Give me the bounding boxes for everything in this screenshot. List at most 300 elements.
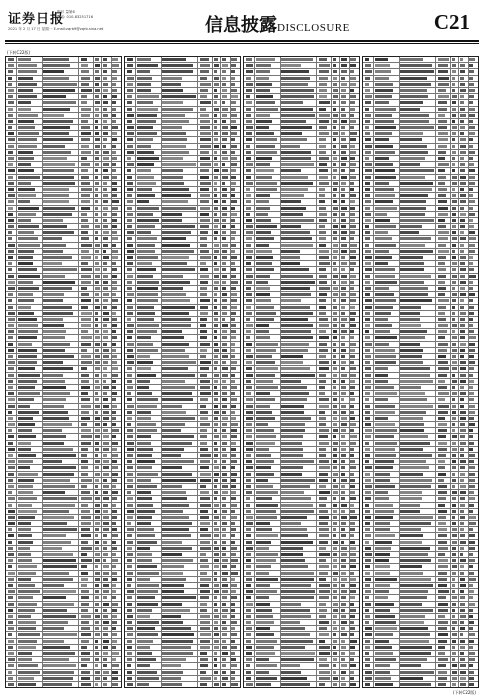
table-cell-text (95, 299, 99, 302)
table-cell-text (112, 664, 119, 667)
table-cell-text (162, 151, 189, 154)
table-cell-text (438, 120, 447, 123)
table-cell-text (460, 664, 466, 667)
table-cell-text (365, 95, 372, 98)
table-cell-text (333, 64, 336, 67)
table-cell-text (127, 231, 133, 234)
table-cell-text (8, 683, 13, 686)
table-cell-text (281, 658, 314, 661)
table-cell-text (375, 200, 394, 203)
table-cell-text (400, 231, 420, 234)
table-cell-text (281, 89, 314, 92)
table-cell-text (375, 95, 392, 98)
table-cell-text (460, 151, 466, 154)
table-cell-text (95, 343, 100, 346)
table-cell-text (400, 615, 426, 618)
table-cell-text (200, 664, 209, 667)
table-cell-text (162, 169, 183, 172)
table-cell-text (103, 83, 108, 86)
table-cell-text (246, 454, 250, 457)
table-cell-text (469, 355, 474, 358)
table-cell-text (214, 664, 218, 667)
table-cell-text (162, 658, 186, 661)
table-cell-text (438, 479, 445, 482)
table-cell-text (452, 596, 457, 599)
table-cell-text (95, 466, 99, 469)
table-cell-text (333, 578, 337, 581)
table-cell-text (8, 374, 13, 377)
table-cell-text (460, 225, 465, 228)
table-cell-text (281, 367, 310, 370)
table-cell-text (319, 473, 328, 476)
table-cell-text (200, 584, 209, 587)
table-cell-text (281, 132, 302, 135)
table-cell-text (333, 386, 337, 389)
table-cell-text (246, 207, 251, 210)
table-cell-text (81, 312, 92, 315)
disclosure-content (5, 50, 479, 690)
table-cell-text (319, 138, 327, 141)
table-cell-text (341, 621, 347, 624)
table-cell-text (256, 188, 278, 191)
table-cell-text (400, 318, 420, 321)
table-cell-text (375, 386, 394, 389)
table-cell-text (137, 200, 150, 203)
table-cell-text (214, 534, 219, 537)
table-cell-text (103, 101, 109, 104)
table-cell-text (246, 504, 250, 507)
table-cell-text (350, 312, 356, 315)
table-cell-text (112, 268, 117, 271)
table-cell-text (95, 664, 99, 667)
table-cell-text (438, 448, 448, 451)
table-cell-text (112, 64, 119, 67)
table-cell-text (460, 306, 464, 309)
table-cell-text (246, 138, 252, 141)
table-cell-text (214, 219, 219, 222)
table-cell-text (460, 163, 465, 166)
table-cell-text (137, 244, 156, 247)
table-cell-text (214, 101, 218, 104)
table-cell-text (127, 640, 131, 643)
table-cell-text (375, 299, 397, 302)
table-cell-text (127, 200, 133, 203)
table-cell-text (375, 256, 393, 259)
table-cell-text (200, 386, 210, 389)
table-cell-text (137, 516, 153, 519)
table-cell-text (469, 250, 475, 253)
table-cell-text (452, 219, 456, 222)
table-cell-text (333, 200, 337, 203)
table-cell-text (222, 405, 227, 408)
table-cell-text (319, 176, 328, 179)
table-cell-text (222, 120, 227, 123)
table-cell-text (350, 58, 356, 61)
table-cell-text (214, 621, 219, 624)
table-cell-text (375, 497, 389, 500)
table-cell-text (438, 256, 446, 259)
table-cell-text (319, 510, 328, 513)
table-cell-text (246, 386, 252, 389)
table-cell-text (214, 541, 218, 544)
table-cell-text (246, 534, 250, 537)
table-cell-text (438, 442, 447, 445)
table-cell-text (222, 194, 227, 197)
table-cell-text (127, 268, 132, 271)
table-cell-text (214, 448, 219, 451)
table-cell-text (162, 572, 183, 575)
table-cell-text (452, 349, 457, 352)
table-cell-text (127, 510, 134, 513)
table-cell-text (81, 237, 90, 240)
table-cell-text (333, 275, 338, 278)
table-cell-text (222, 683, 226, 686)
table-cell-text (400, 491, 422, 494)
table-cell-text (246, 361, 252, 364)
table-cell-text (137, 578, 150, 581)
table-cell-text (95, 621, 100, 624)
table-cell-text (246, 151, 250, 154)
table-cell-text (365, 596, 369, 599)
table-cell-text (341, 237, 347, 240)
table-cell-text (246, 572, 251, 575)
table-cell-text (8, 281, 15, 284)
table-cell-text (95, 268, 100, 271)
table-cell-text (319, 578, 326, 581)
table-cell-text (8, 411, 12, 414)
table-cell-text (8, 83, 12, 86)
table-cell-text (365, 646, 370, 649)
table-cell-text (256, 299, 272, 302)
table-cell-text (127, 664, 131, 667)
table-cell-text (246, 89, 252, 92)
table-cell-text (438, 70, 448, 73)
table-cell-text (438, 627, 447, 630)
table-cell-text (112, 374, 118, 377)
table-cell-text (43, 658, 70, 661)
table-cell-text (400, 213, 425, 216)
table-cell-text (231, 188, 235, 191)
table-cell-text (18, 565, 38, 568)
table-cell-text (246, 658, 252, 661)
table-cell-text (137, 547, 150, 550)
table-cell-text (375, 652, 394, 655)
table-cell-text (256, 207, 270, 210)
table-cell-text (214, 132, 219, 135)
table-cell-text (214, 633, 220, 636)
table-cell-text (231, 306, 238, 309)
table-cell-text (460, 528, 465, 531)
table-cell-text (460, 553, 464, 556)
table-cell-text (375, 182, 389, 185)
table-cell-text (460, 497, 465, 500)
table-cell-text (200, 547, 211, 550)
table-cell-text (18, 435, 36, 438)
table-cell-text (319, 658, 327, 661)
table-cell-text (137, 460, 156, 463)
table-cell-text (214, 188, 218, 191)
table-cell-text (231, 77, 235, 80)
table-cell-text (222, 473, 228, 476)
table-cell-text (162, 262, 187, 265)
table-cell-text (319, 504, 327, 507)
table-cell-text (231, 633, 237, 636)
table-cell-text (127, 473, 133, 476)
table-cell-text (43, 534, 66, 537)
table-cell-text (18, 423, 35, 426)
table-cell-text (231, 262, 236, 265)
table-cell-text (127, 596, 132, 599)
table-cell-text (137, 83, 152, 86)
table-cell-text (8, 336, 13, 339)
table-cell-text (127, 565, 131, 568)
table-cell-text (246, 83, 253, 86)
table-cell-text (127, 299, 131, 302)
table-cell-text (8, 262, 12, 265)
table-cell-text (438, 157, 445, 160)
table-cell-text (319, 182, 329, 185)
table-cell-text (95, 336, 100, 339)
table-cell-text (400, 504, 420, 507)
table-cell-text (231, 534, 235, 537)
table-cell-text (18, 683, 36, 686)
table-cell-text (231, 491, 236, 494)
table-cell-text (112, 114, 116, 117)
table-cell-text (246, 281, 251, 284)
table-cell-text (200, 516, 209, 519)
table-cell-text (103, 405, 110, 408)
table-cell-text (127, 77, 134, 80)
table-cell-text (350, 231, 355, 234)
table-cell-text (375, 138, 389, 141)
table-cell-text (365, 392, 370, 395)
table-cell-text (469, 367, 474, 370)
issue-meta (8, 27, 103, 31)
table-cell-text (319, 200, 325, 203)
table-cell-text (103, 553, 109, 556)
table-cell-text (365, 58, 369, 61)
table-cell-text (231, 572, 238, 575)
table-cell-text (95, 398, 100, 401)
table-cell-text (137, 237, 158, 240)
table-cell-text (231, 516, 238, 519)
table-cell-text (127, 58, 132, 61)
table-cell-text (319, 256, 329, 259)
table-cell-text (18, 114, 39, 117)
table-cell-text (438, 83, 449, 86)
table-cell-text (319, 596, 329, 599)
table-cell-text (214, 466, 220, 469)
table-cell-text (95, 590, 100, 593)
table-cell-text (341, 491, 345, 494)
table-cell-text (333, 454, 337, 457)
table-cell-text (469, 633, 475, 636)
table-cell-text (95, 534, 98, 537)
table-cell-text (127, 683, 133, 686)
table-cell-text (8, 565, 12, 568)
table-cell-text (112, 541, 116, 544)
table-cell-text (127, 497, 133, 500)
table-cell-text (18, 151, 34, 154)
table-cell-text (112, 213, 117, 216)
table-cell-text (375, 207, 398, 210)
table-cell-text (375, 101, 390, 104)
table-cell-text (438, 306, 446, 309)
table-cell-text (162, 275, 183, 278)
table-cell-text (319, 361, 329, 364)
table-cell-text (222, 652, 229, 655)
table-cell-text (246, 596, 250, 599)
table-cell-text (469, 207, 473, 210)
table-cell-text (246, 479, 251, 482)
table-cell-text (365, 293, 370, 296)
table-cell-text (375, 380, 389, 383)
table-cell-text (81, 640, 89, 643)
table-cell-text (438, 534, 447, 537)
table-cell-text (222, 367, 228, 370)
table-cell-text (365, 374, 370, 377)
table-cell-text (18, 584, 35, 587)
table-cell-text (112, 405, 117, 408)
table-cell-text (460, 683, 466, 686)
table-cell-text (162, 541, 182, 544)
table-cell-text (333, 497, 337, 500)
table-cell-text (137, 163, 154, 166)
table-cell-text (333, 336, 337, 339)
table-cell-text (112, 207, 118, 210)
table-cell-text (319, 318, 328, 321)
table-cell-text (256, 151, 278, 154)
table-cell-text (231, 510, 235, 513)
table-cell-text (438, 590, 449, 593)
table-cell-text (95, 182, 100, 185)
table-cell-text (127, 516, 132, 519)
table-cell-text (452, 169, 455, 172)
table-cell-text (214, 83, 220, 86)
table-cell-text (127, 244, 132, 247)
table-cell-text (137, 466, 152, 469)
table-cell-text (469, 163, 474, 166)
table-cell-text (222, 145, 226, 148)
table-cell-text (469, 627, 473, 630)
table-cell-text (95, 213, 98, 216)
table-cell-text (214, 114, 218, 117)
table-cell-text (469, 374, 474, 377)
table-cell-text (333, 435, 336, 438)
table-cell-text (452, 534, 458, 537)
table-cell-text (222, 528, 226, 531)
table-cell-text (281, 664, 300, 667)
table-cell-text (200, 504, 211, 507)
table-cell-text (112, 318, 117, 321)
table-cell-text (350, 132, 357, 135)
table-cell-text (81, 262, 88, 265)
table-cell-text (281, 466, 303, 469)
table-cell-text (162, 367, 188, 370)
table-cell-text (375, 398, 388, 401)
table-cell-text (231, 398, 237, 401)
table-cell-text (341, 423, 348, 426)
table-cell-text (127, 541, 132, 544)
table-cell-text (375, 225, 397, 228)
table-cell-text (246, 528, 251, 531)
table-cell-text (452, 621, 457, 624)
table-cell-text (350, 151, 356, 154)
table-cell-text (319, 287, 330, 290)
table-cell-text (137, 417, 151, 420)
table-cell-text (341, 460, 345, 463)
table-cell-text (222, 429, 227, 432)
table-cell-text (231, 596, 237, 599)
table-cell-text (438, 497, 446, 500)
table-cell-text (137, 70, 150, 73)
table-cell-text (137, 374, 157, 377)
table-cell-text (400, 343, 421, 346)
table-cell-text (127, 374, 132, 377)
table-cell-text (112, 454, 118, 457)
table-cell-text (231, 652, 235, 655)
table-cell-text (375, 176, 397, 179)
table-cell-text (256, 355, 273, 358)
table-cell-text (162, 627, 191, 630)
table-cell-text (438, 250, 449, 253)
table-cell-text (469, 603, 475, 606)
table-cell-text (18, 256, 33, 259)
table-cell-text (81, 633, 91, 636)
table-cell-text (281, 565, 308, 568)
table-cell-text (246, 318, 250, 321)
table-cell-text (365, 497, 370, 500)
table-cell-text (341, 367, 345, 370)
table-cell-text (452, 207, 457, 210)
table-cell-text (452, 256, 457, 259)
table-cell-text (469, 138, 474, 141)
table-cell-text (333, 609, 338, 612)
table-cell-text (333, 380, 337, 383)
table-cell-text (231, 126, 237, 129)
table-cell-text (246, 603, 252, 606)
table-cell-text (246, 374, 252, 377)
table-cell-text (365, 633, 372, 636)
table-cell-text (365, 132, 370, 135)
table-cell-text (137, 89, 151, 92)
table-cell-text (400, 497, 422, 500)
table-cell-text (333, 225, 338, 228)
table-cell-text (469, 572, 474, 575)
table-cell-text (400, 374, 430, 377)
table-cell-text (95, 510, 100, 513)
table-cell-text (469, 541, 475, 544)
table-cell-text (81, 250, 89, 253)
table-cell-text (438, 163, 449, 166)
table-cell-text (103, 491, 109, 494)
table-cell-text (469, 435, 473, 438)
table-cell-text (281, 237, 313, 240)
table-cell-text (214, 343, 219, 346)
table-cell-text (365, 565, 369, 568)
table-cell-text (162, 213, 182, 216)
table-cell-text (460, 374, 466, 377)
table-cell-text (460, 336, 465, 339)
table-cell-text (112, 683, 118, 686)
table-cell-text (162, 108, 193, 111)
table-cell-text (333, 646, 337, 649)
table-cell-text (452, 268, 457, 271)
table-cell-text (400, 664, 421, 667)
table-cell-text (18, 169, 35, 172)
table-cell-text (222, 262, 227, 265)
table-cell-text (256, 108, 279, 111)
